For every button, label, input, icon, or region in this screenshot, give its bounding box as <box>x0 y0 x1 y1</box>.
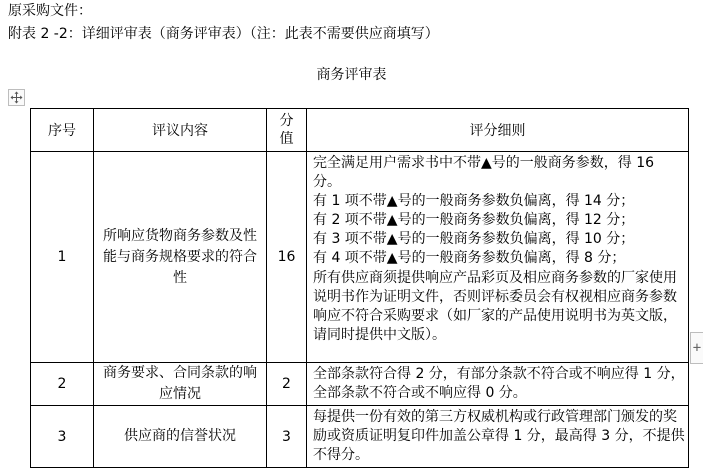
table-header-row <box>31 109 689 152</box>
table-row <box>31 363 689 406</box>
row-seq: 2 <box>31 363 94 406</box>
table-title: 商务评审表 <box>316 67 387 83</box>
header-detail: 评分细则 <box>307 109 689 152</box>
header-score-label: 分值 <box>279 113 294 147</box>
detail-line: 有 2 项不带▲号的一般商务参数负偏离，得 12 分； <box>313 212 635 229</box>
row-seq: 3 <box>31 406 94 468</box>
detail-line: 有 1 项不带▲号的一般商务参数负偏离，得 14 分； <box>313 193 635 210</box>
detail-line: 有 4 项不带▲号的一般商务参数负偏离，得 8 分； <box>313 250 626 267</box>
header-score <box>267 109 307 152</box>
doc-line-appendix-title: 附表 2 -2：详细评审表（商务评审表）（注：此表不需要供应商填写） <box>8 26 439 42</box>
table-row <box>31 152 689 363</box>
row-detail <box>307 406 689 468</box>
table-row <box>31 406 689 468</box>
detail-line: 有 3 项不带▲号的一般商务参数负偏离，得 10 分； <box>313 231 635 248</box>
row-content: 所响应货物商务参数及性能与商务规格要求的符合性 <box>94 152 267 363</box>
detail-line: 所有供应商须提供响应产品彩页及相应商务参数的厂家使用说明书作为证明文件，否则评标委员会有权视相应商务参数响应不符合采购要求（如厂家的产品使用说明书为英文版，请同时提供中文版）。 <box>313 269 677 343</box>
row-content: 供应商的信誉状况 <box>94 406 267 468</box>
row-score: 3 <box>267 406 307 468</box>
row-detail <box>307 363 689 406</box>
plus-icon: + <box>692 340 702 356</box>
header-content: 评议内容 <box>94 109 267 152</box>
row-detail <box>307 152 689 363</box>
detail-line: 每提供一份有效的第三方权威机构或行政管理部门颁发的奖励或资质证明复印件加盖公章得 1 分，最高得 3 分，不提供不得分。 <box>313 409 685 464</box>
detail-line: 完全满足用户需求书中不带▲号的一般商务参数，得 16 分。 <box>313 155 655 191</box>
row-score: 16 <box>267 152 307 363</box>
table-move-handle[interactable] <box>8 89 25 106</box>
doc-line-original-file: 原采购文件： <box>8 3 92 19</box>
row-score: 2 <box>267 363 307 406</box>
row-content: 商务要求、合同条款的响应情况 <box>94 363 267 406</box>
commercial-review-table <box>30 108 689 468</box>
move-arrows-icon <box>10 91 23 104</box>
detail-line: 全部条款符合得 2 分，有部分条款不符合或不响应得 1 分，全部条款不符合或不响应得 0 分。 <box>313 366 685 402</box>
table-resize-handle[interactable] <box>690 332 703 364</box>
header-seq: 序号 <box>31 109 94 152</box>
row-seq: 1 <box>31 152 94 363</box>
